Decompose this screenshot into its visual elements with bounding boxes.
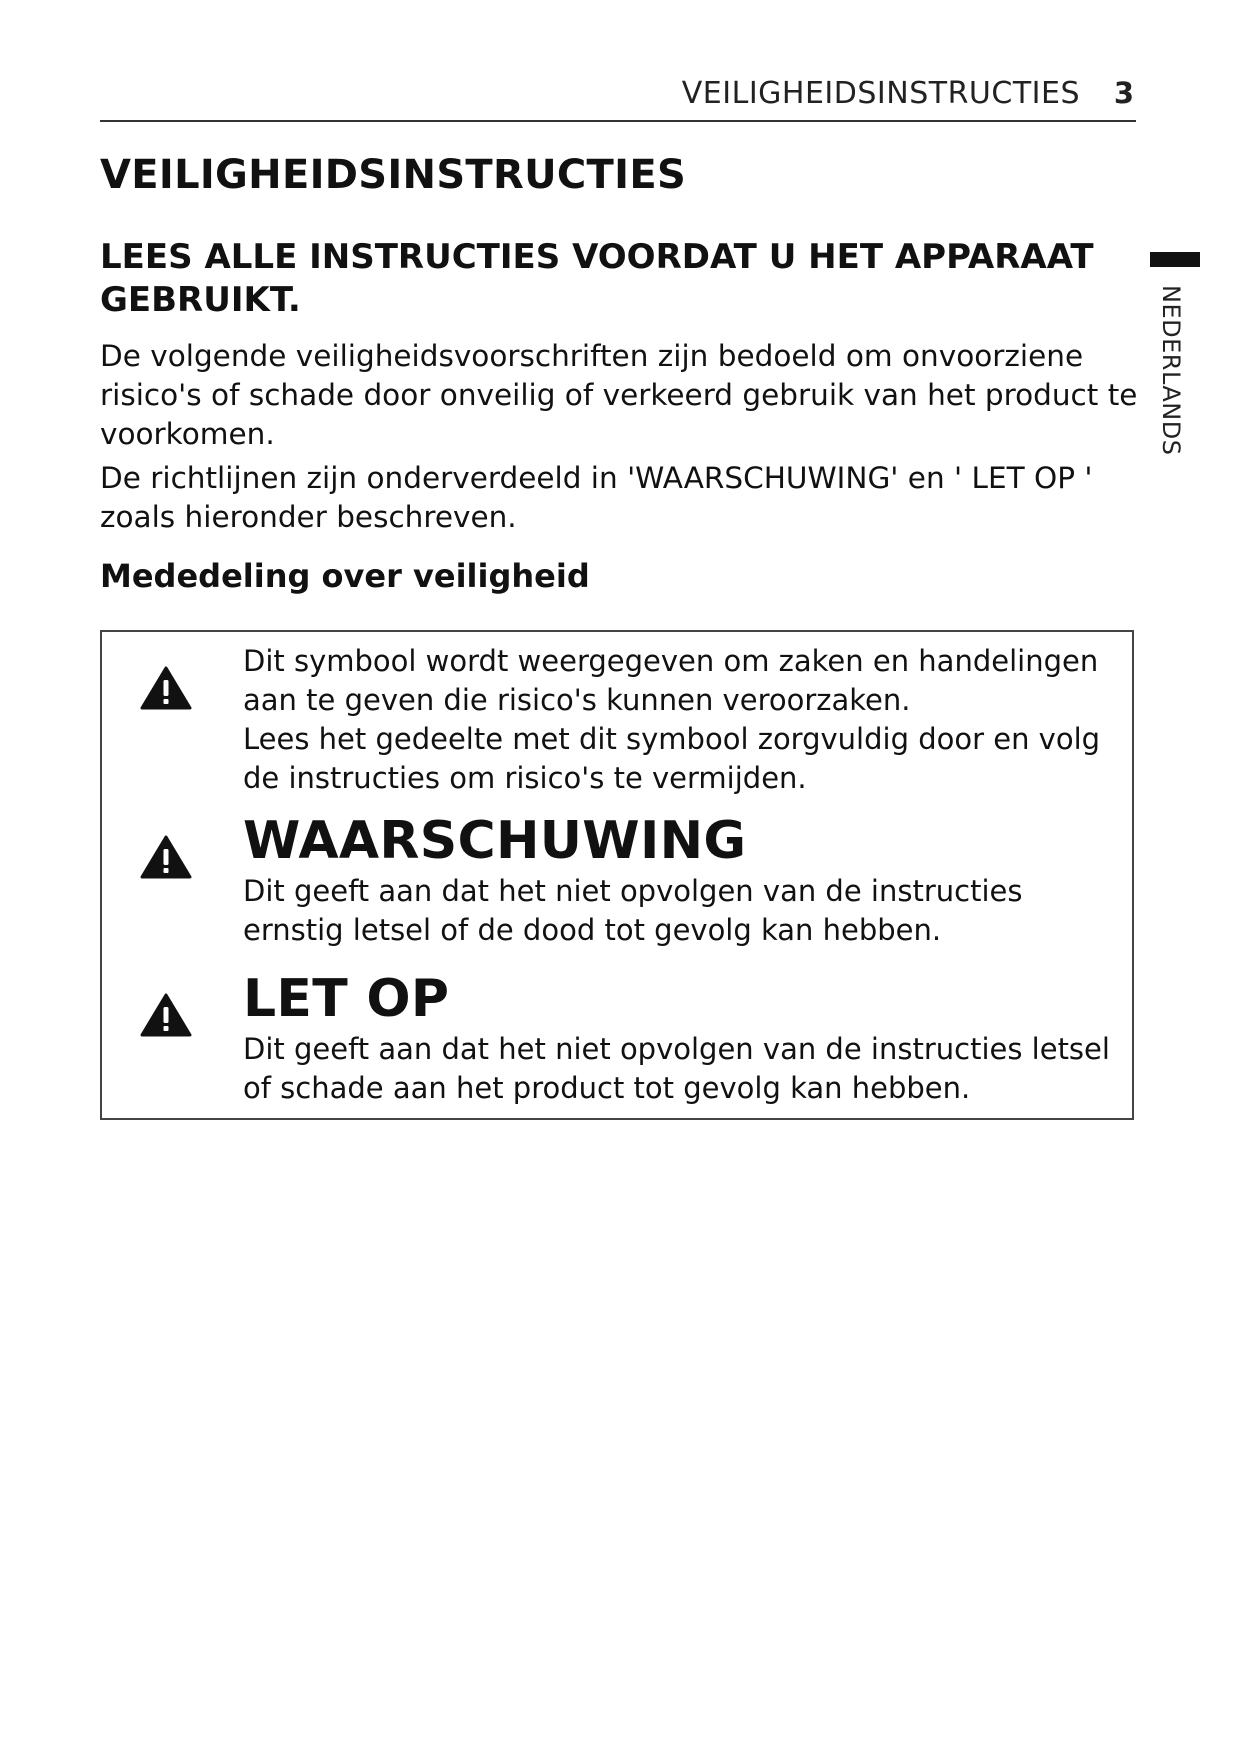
header-section-title: VEILIGHEIDSINSTRUCTIES — [681, 76, 1080, 111]
safety-notice-box — [100, 630, 1134, 1120]
section-title: Mededeling over veiligheid — [100, 557, 590, 595]
language-tab-marker — [1150, 252, 1200, 267]
page-header — [100, 70, 1136, 122]
intro-paragraph: De volgende veiligheidsvoorschriften zijn bedoeld om onvoorziene risico's of schade door onveilig of verkeerd gebruik van het product te voorkomen. — [100, 339, 1138, 451]
page-title: VEILIGHEIDSINSTRUCTIES — [100, 152, 687, 198]
warning-triangle-icon — [140, 665, 192, 711]
notice-text: Dit geeft aan dat het niet opvolgen van de instructies letsel of schade aan het product tot gevolg kan hebben. — [243, 1032, 1110, 1105]
subtitle: LEES ALLE INSTRUCTIES VOORDAT U HET APPARAAT GEBRUIKT. — [100, 237, 1094, 320]
notice-heading: WAARSCHUWING — [243, 811, 747, 871]
warning-triangle-icon — [140, 834, 192, 880]
notice-text: Lees het gedeelte met dit symbool zorgvuldig door en volg de instructies om risico's te vermijden. — [243, 722, 1101, 795]
guidelines-paragraph: De richtlijnen zijn onderverdeeld in 'WAARSCHUWING' en ' LET OP ' zoals hieronder beschreven. — [100, 461, 1093, 534]
warning-triangle-icon — [140, 992, 192, 1038]
page-number: 3 — [1113, 76, 1134, 110]
notice-text: Dit geeft aan dat het niet opvolgen van de instructies ernstig letsel of de dood tot gevolg kan hebben. — [243, 874, 1023, 947]
notice-text: Dit symbool wordt weergegeven om zaken en handelingen aan te geven die risico's kunnen veroorzaken. — [243, 644, 1099, 717]
language-label: NEDERLANDS — [1157, 285, 1185, 456]
notice-heading: LET OP — [243, 969, 450, 1029]
